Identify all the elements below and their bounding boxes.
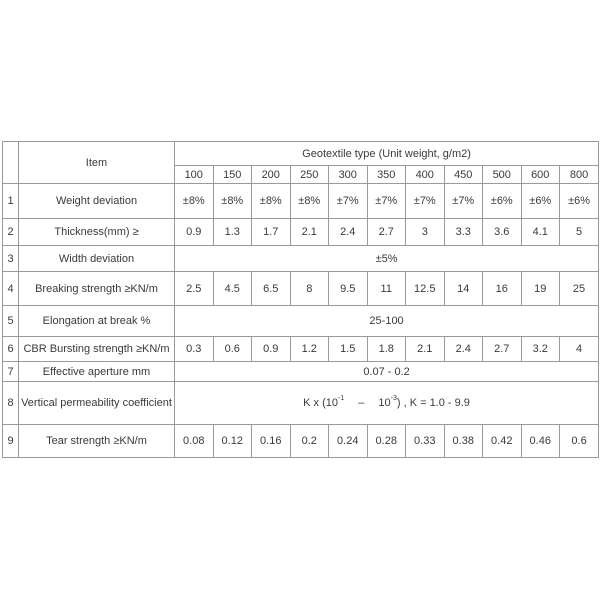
row-index: 4: [3, 272, 19, 306]
table-row: [3, 382, 599, 425]
weight-header-cell: 350: [367, 166, 406, 184]
value-cell: 4.5: [213, 272, 252, 306]
table-row: [3, 425, 599, 458]
value-cell: 2.1: [290, 219, 329, 246]
row-item-label: Elongation at break %: [19, 306, 175, 337]
table-row: [3, 306, 599, 337]
geotextile-type-header: Geotextile type (Unit weight, g/m2): [175, 142, 599, 166]
value-cell: 2.7: [483, 337, 522, 362]
value-cell: 0.6: [560, 425, 599, 458]
header-row: [3, 142, 599, 166]
weight-header-cell: 200: [252, 166, 291, 184]
row-index: 1: [3, 184, 19, 219]
row-item-label: CBR Bursting strength ≥KN/m: [19, 337, 175, 362]
value-cell: 0.6: [213, 337, 252, 362]
row-item-label: Effective aperture mm: [19, 362, 175, 382]
formula-dash: –: [358, 397, 365, 409]
value-cell: ±8%: [252, 184, 291, 219]
value-cell: 2.5: [175, 272, 214, 306]
value-cell: 14: [444, 272, 483, 306]
value-cell: 0.16: [252, 425, 291, 458]
value-cell: 4: [560, 337, 599, 362]
value-cell: 1.5: [329, 337, 368, 362]
value-cell: ±7%: [329, 184, 368, 219]
weight-header-cell: 400: [406, 166, 445, 184]
value-cell: 0.9: [175, 219, 214, 246]
weight-header-cell: 250: [290, 166, 329, 184]
row-item-label: Thickness(mm) ≥: [19, 219, 175, 246]
row-item-label: Width deviation: [19, 246, 175, 272]
weight-header-cell: 450: [444, 166, 483, 184]
value-cell: ±6%: [483, 184, 522, 219]
geotextile-spec-table: [2, 141, 599, 458]
index-header-cell: [3, 142, 19, 184]
value-cell: 25: [560, 272, 599, 306]
value-cell: ±7%: [367, 184, 406, 219]
value-cell: 0.28: [367, 425, 406, 458]
value-cell: 1.3: [213, 219, 252, 246]
row-index: 8: [3, 382, 19, 425]
table-row: [3, 362, 599, 382]
value-cell: ±7%: [444, 184, 483, 219]
value-cell: 8: [290, 272, 329, 306]
row-index: 5: [3, 306, 19, 337]
value-cell: 0.3: [175, 337, 214, 362]
row-item-label: Tear strength ≥KN/m: [19, 425, 175, 458]
weight-header-cell: 600: [521, 166, 560, 184]
weight-header-cell: 800: [560, 166, 599, 184]
value-cell: 0.08: [175, 425, 214, 458]
formula-base-2: 10: [378, 397, 391, 409]
permeability-formula-cell: [175, 382, 599, 425]
weight-header-cell: 150: [213, 166, 252, 184]
value-cell: ±6%: [521, 184, 560, 219]
value-cell: 0.24: [329, 425, 368, 458]
weight-header-cell: 300: [329, 166, 368, 184]
row-index: 6: [3, 337, 19, 362]
table-row: [3, 219, 599, 246]
value-cell: 12.5: [406, 272, 445, 306]
value-cell: 0.42: [483, 425, 522, 458]
row-index: 7: [3, 362, 19, 382]
value-cell: 2.4: [329, 219, 368, 246]
value-cell: 0.33: [406, 425, 445, 458]
value-cell: 3.2: [521, 337, 560, 362]
value-cell: 0.12: [213, 425, 252, 458]
value-cell: 11: [367, 272, 406, 306]
row-item-label: Weight deviation: [19, 184, 175, 219]
value-cell: 19: [521, 272, 560, 306]
value-cell: 9.5: [329, 272, 368, 306]
value-cell: 16: [483, 272, 522, 306]
row-item-label: Vertical permeability coefficient: [19, 382, 175, 425]
value-cell: 5: [560, 219, 599, 246]
row-item-label: Breaking strength ≥KN/m: [19, 272, 175, 306]
table-row: [3, 246, 599, 272]
value-cell: 0.9: [252, 337, 291, 362]
value-cell: 0.38: [444, 425, 483, 458]
row-index: 3: [3, 246, 19, 272]
table-row: [3, 337, 599, 362]
value-cell: 3: [406, 219, 445, 246]
formula-suffix: ) , K = 1.0 - 9.9: [396, 397, 470, 409]
table-row: [3, 184, 599, 219]
value-cell: 2.7: [367, 219, 406, 246]
value-cell: 4.1: [521, 219, 560, 246]
value-cell: 1.7: [252, 219, 291, 246]
merged-value-cell: 0.07 - 0.2: [175, 362, 599, 382]
formula-exponent-1: -1: [338, 395, 345, 402]
value-cell: ±8%: [175, 184, 214, 219]
value-cell: ±7%: [406, 184, 445, 219]
value-cell: 1.2: [290, 337, 329, 362]
merged-value-cell: 25-100: [175, 306, 599, 337]
value-cell: ±6%: [560, 184, 599, 219]
value-cell: 6.5: [252, 272, 291, 306]
row-index: 2: [3, 219, 19, 246]
item-header-cell: Item: [19, 142, 175, 184]
row-index: 9: [3, 425, 19, 458]
value-cell: 3.6: [483, 219, 522, 246]
table-row: [3, 272, 599, 306]
merged-value-cell: ±5%: [175, 246, 599, 272]
value-cell: 0.46: [521, 425, 560, 458]
formula-prefix: K x (10: [303, 397, 339, 409]
formula-exponent-2: -3: [390, 395, 397, 402]
weight-header-cell: 100: [175, 166, 214, 184]
weight-header-cell: 500: [483, 166, 522, 184]
value-cell: 0.2: [290, 425, 329, 458]
value-cell: 2.1: [406, 337, 445, 362]
value-cell: ±8%: [213, 184, 252, 219]
value-cell: 1.8: [367, 337, 406, 362]
value-cell: 3.3: [444, 219, 483, 246]
value-cell: 2.4: [444, 337, 483, 362]
value-cell: ±8%: [290, 184, 329, 219]
